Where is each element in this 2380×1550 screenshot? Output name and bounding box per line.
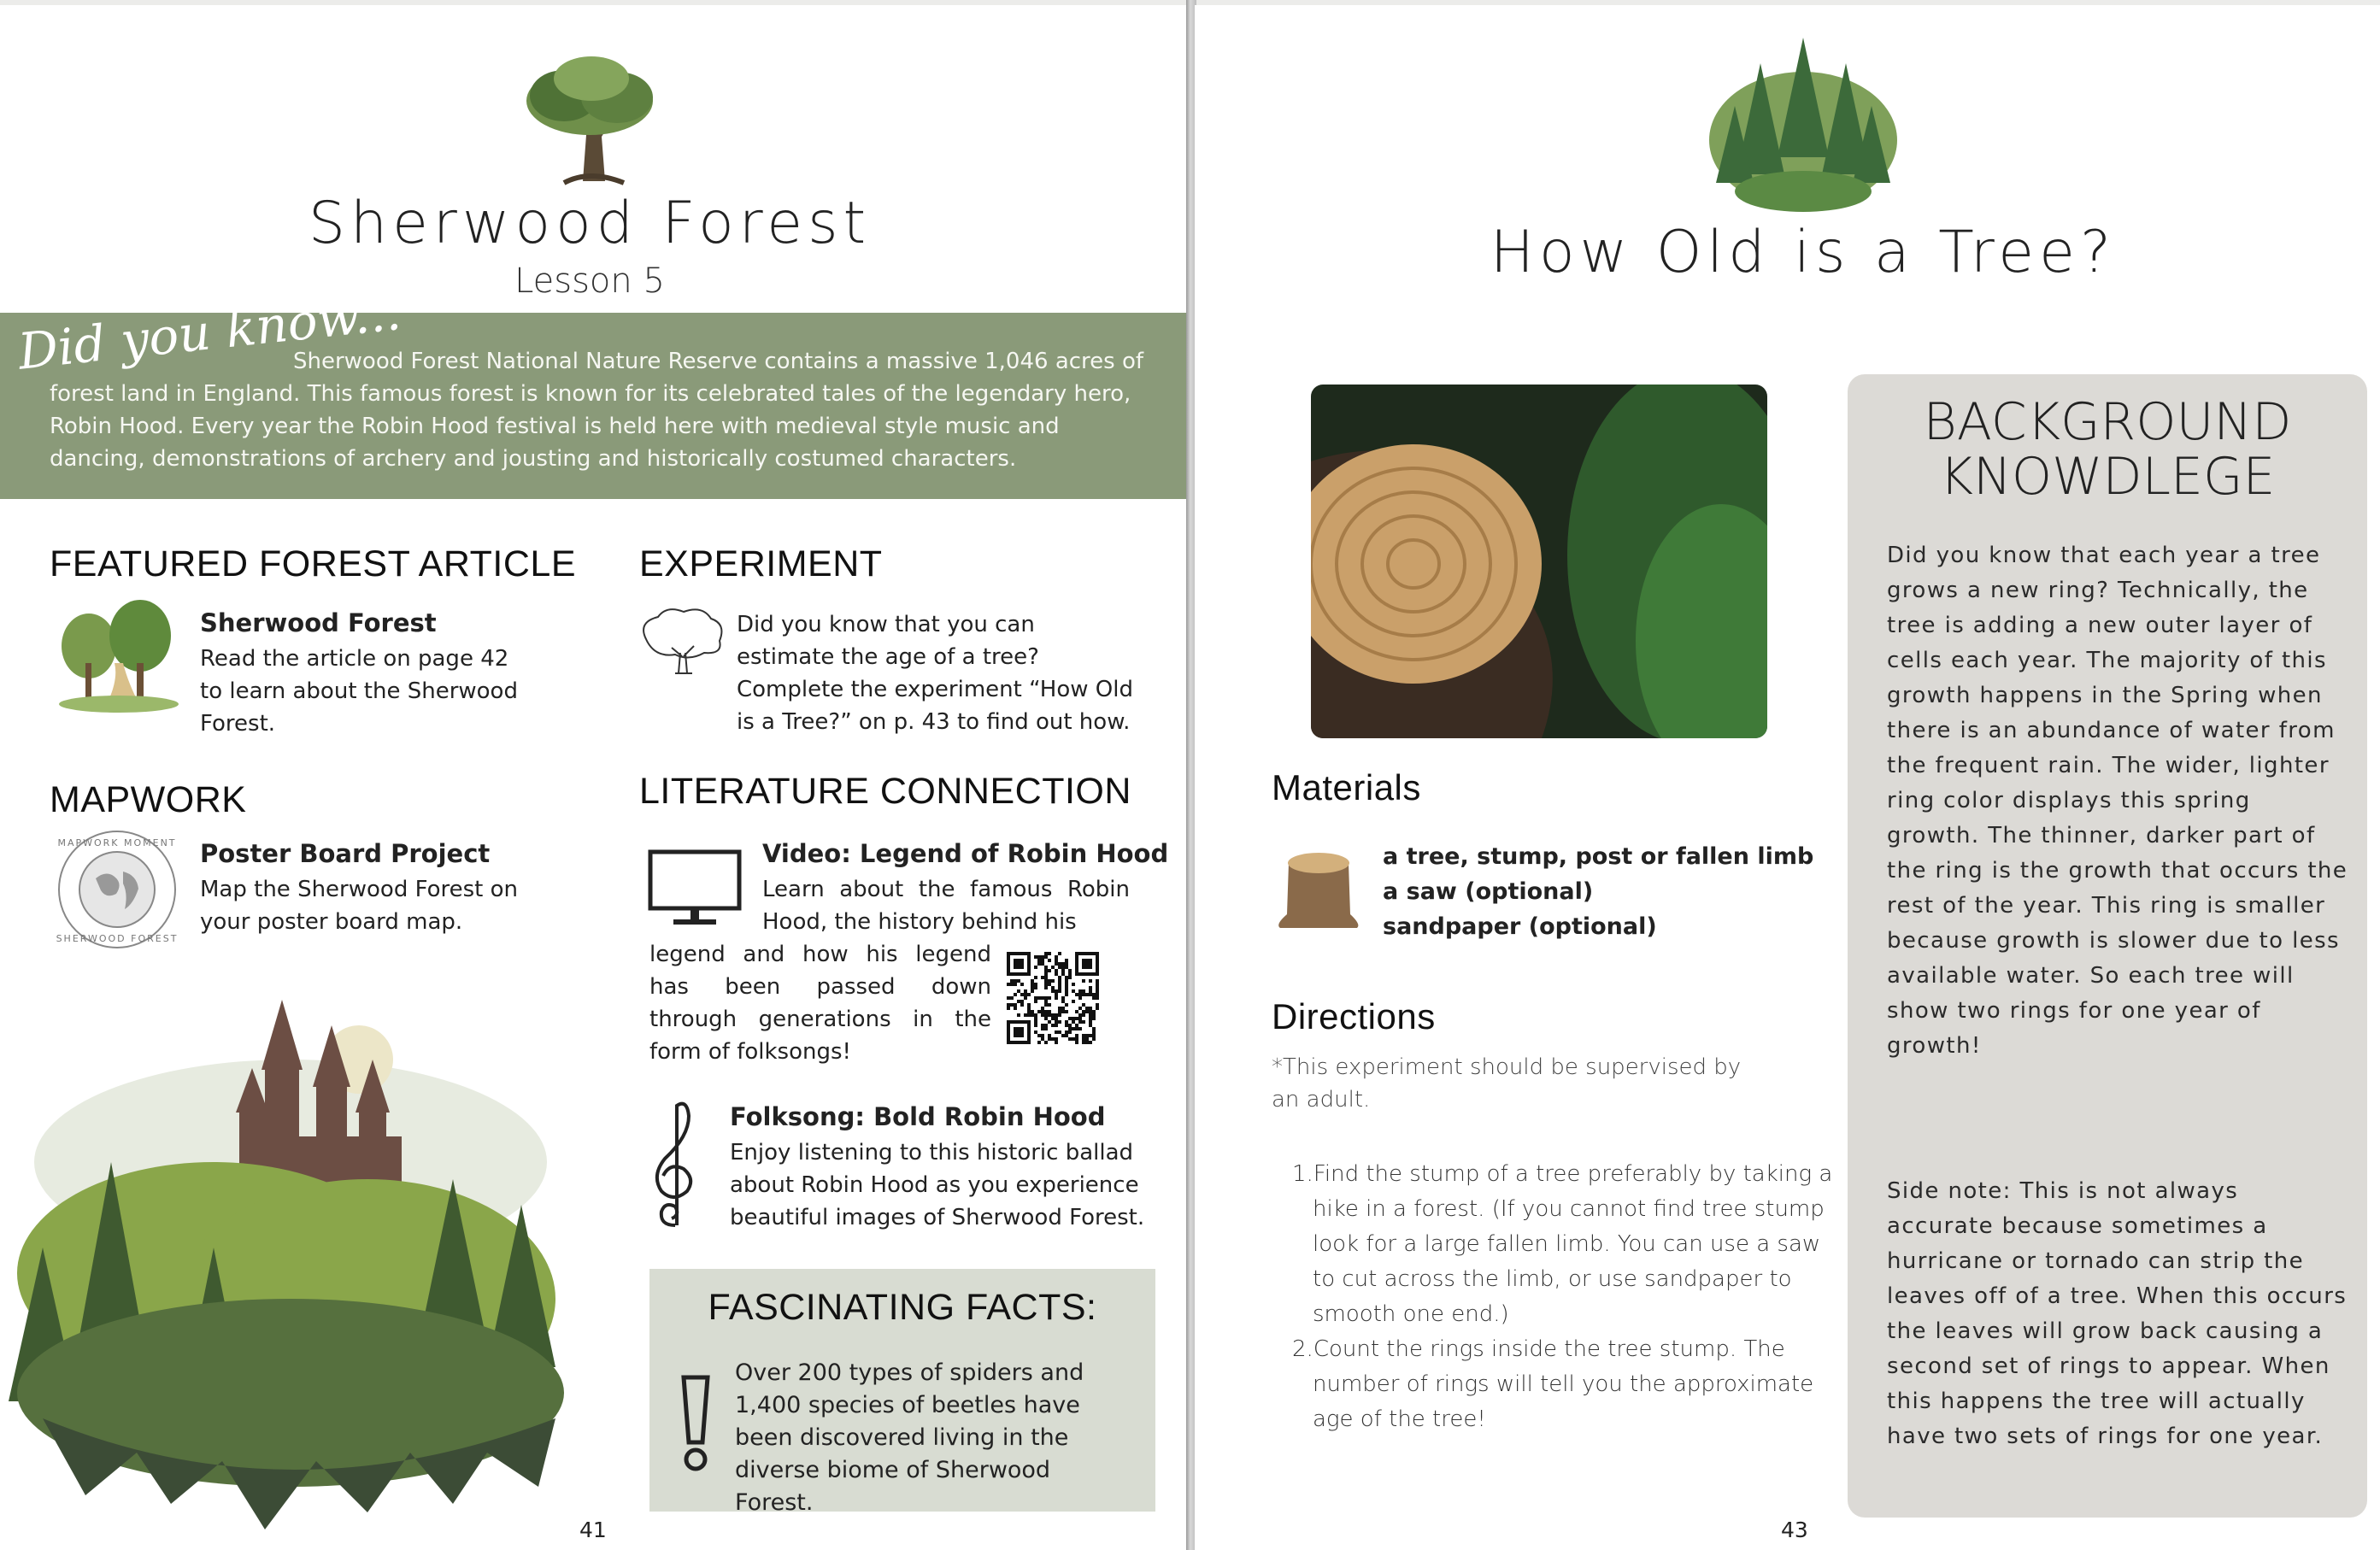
facts-heading: FASCINATING FACTS: bbox=[708, 1287, 1097, 1328]
video-text-1: Learn about the famous Robin Hood, the history behind his bbox=[762, 877, 1130, 935]
featured-item-text: Read the article on page 42 to learn about the Sherwood Forest. bbox=[200, 646, 518, 737]
video-text-2: legend and how his legend has been passed down through generations in the form of folksongs! bbox=[649, 942, 991, 1065]
experiment-heading: EXPERIMENT bbox=[639, 543, 883, 584]
video-title: Video: Legend of Robin Hood bbox=[762, 839, 1169, 868]
directions-note: *This experiment should be supervised by an adult. bbox=[1272, 1054, 1742, 1113]
svg-text:MAPWORK MOMENT: MAPWORK MOMENT bbox=[57, 837, 177, 848]
page-title-right: How Old is a Tree? bbox=[1490, 219, 2117, 286]
tree-sketch-icon bbox=[638, 605, 726, 677]
song-text: Enjoy listening to this historic ballad about Robin Hood as you experience beautiful images of Sherwood Forest. bbox=[730, 1140, 1145, 1230]
background-heading bbox=[1848, 392, 2367, 507]
page-number-right: 43 bbox=[1781, 1518, 1808, 1542]
song-title: Folksong: Bold Robin Hood bbox=[730, 1102, 1106, 1131]
background-heading-line-2: KNOWDLEGE bbox=[1939, 447, 2276, 507]
exclamation-icon bbox=[679, 1374, 713, 1473]
banner-text: Sherwood Forest National Nature Reserve contains a massive 1,046 acres of forest land in England. This famous forest is known for its celebrated tales of the legendary hero, Robin Hood. Every year the Robin Hood festival is held here with medieval style music and dancing, demonstrations of archery and jousting and historically costumed characters. bbox=[50, 349, 1144, 472]
background-para-2: Side note: This is not always accurate because sometimes a hurricane or tornado can strip the leaves off of a tree. When this occurs the leaves will grow back causing a second set of rings to appear. When this happens the tree will actually have two sets of rings for one year. bbox=[1887, 1178, 2348, 1449]
did-you-know-script: Did you know... bbox=[15, 283, 404, 381]
featured-article-heading: FEATURED FOREST ARTICLE bbox=[50, 543, 576, 584]
material-item-2: a saw (optional) bbox=[1383, 878, 1594, 905]
background-heading-line-1: BACKGROUND bbox=[1923, 392, 2292, 452]
stump-icon bbox=[1272, 846, 1366, 931]
castle-forest-illustration bbox=[9, 991, 590, 1529]
featured-item-title: Sherwood Forest bbox=[200, 608, 437, 637]
monitor-icon bbox=[648, 849, 742, 928]
mapwork-item-text: Map the Sherwood Forest on your poster board map. bbox=[200, 877, 519, 935]
oak-tree-illustration bbox=[513, 53, 667, 190]
forest-path-icon bbox=[55, 595, 183, 714]
material-item-3: sandpaper (optional) bbox=[1383, 913, 1657, 940]
background-para-1: Did you know that each year a tree grows a new ring? Technically, the tree is adding a new outer layer of cells each year. The majority of this growth happens in the Spring when there is an abundance of water from the frequent rain. The wider, lighter ring color displays this spring growth. The thinner, darker part of the ring is the growth that occurs the rest of the year. This ring is smaller because growth is slower due to less available water. So each tree will show two rings for one year of growth! bbox=[1887, 543, 2348, 1059]
mapwork-item-title: Poster Board Project bbox=[200, 839, 491, 868]
materials-heading: Materials bbox=[1272, 767, 1421, 807]
tree-stump-photo bbox=[1311, 385, 1767, 738]
page-title: Sherwood Forest bbox=[308, 190, 872, 257]
svg-text:SHERWOOD FOREST: SHERWOOD FOREST bbox=[56, 933, 179, 944]
qr-code[interactable] bbox=[1007, 952, 1099, 1044]
lesson-subtitle: Lesson 5 bbox=[514, 261, 665, 301]
page-number-left: 41 bbox=[579, 1518, 607, 1542]
experiment-text: Did you know that you can estimate the age of a tree? Complete the experiment “How Old is a Tree?” on p. 43 to find out how. bbox=[737, 612, 1133, 735]
literature-heading: LITERATURE CONNECTION bbox=[639, 771, 1131, 812]
material-item-1: a tree, stump, post or fallen limb bbox=[1383, 843, 1814, 870]
facts-text: Over 200 types of spiders and 1,400 species of beetles have been discovered living in the diverse biome of Sherwood Forest. bbox=[735, 1359, 1084, 1516]
treble-clef-icon bbox=[644, 1097, 704, 1234]
direction-step-2: 2.Count the rings inside the tree stump. The number of rings will tell you the approximate age of the tree! bbox=[1292, 1336, 1814, 1432]
directions-heading: Directions bbox=[1272, 996, 1436, 1036]
direction-step-1: 1.Find the stump of a tree preferably by taking a hike in a forest. (If you cannot find tree stump look for a large fallen limb. You can use a saw to cut across the limb, or use sandpaper to smooth one end.) bbox=[1292, 1161, 1833, 1327]
globe-badge-icon bbox=[55, 827, 179, 952]
mapwork-heading: MAPWORK bbox=[50, 779, 247, 820]
pine-forest-illustration bbox=[1701, 29, 1906, 217]
